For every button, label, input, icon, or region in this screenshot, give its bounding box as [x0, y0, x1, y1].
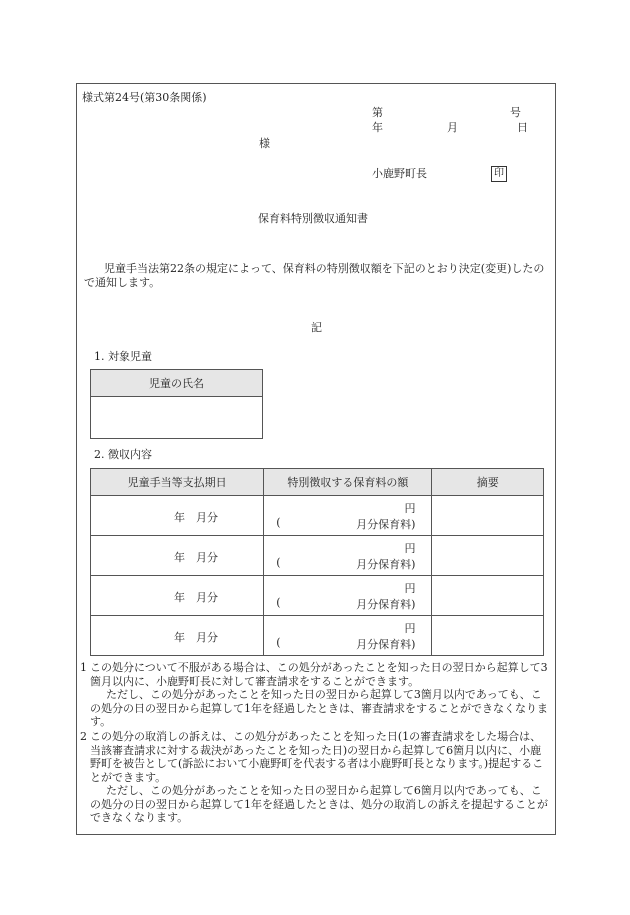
- row-yen: 円: [404, 622, 416, 635]
- document-title: 保育料特別徴収通知書: [258, 212, 368, 225]
- form-number: 様式第24号(第30条関係): [82, 91, 207, 104]
- note-2: [80, 730, 552, 825]
- ki-mark: 記: [311, 321, 322, 334]
- child-name-cell: [91, 397, 263, 439]
- row-month-note: 月分保育料): [356, 638, 416, 651]
- row-period: 年 月分: [174, 551, 218, 564]
- row-paren-open: (: [276, 596, 281, 609]
- row-month-note: 月分保育料): [356, 518, 416, 531]
- child-table: [90, 369, 263, 439]
- note-1: [80, 661, 552, 729]
- row-remarks: [432, 616, 544, 656]
- child-name-header: 児童の氏名: [91, 370, 263, 397]
- note-text: この処分の取消しの訴えは、この処分があったことを知った日(1の審査請求をした場合は、当該審査請求に対する裁決があったことを知った日)の翌日から起算して6箇月以内に、小鹿野町を被告として(訴訟において小鹿野町を代表する者は小鹿野町長となります。)提起することができます。: [90, 730, 544, 784]
- table-row: [91, 616, 544, 656]
- section2-heading: 2. 徴収内容: [94, 448, 152, 461]
- table-row: [91, 496, 544, 536]
- table-row: [91, 536, 544, 576]
- row-month-note: 月分保育料): [356, 598, 416, 611]
- row-paren-open: (: [276, 556, 281, 569]
- row-month-note: 月分保育料): [356, 558, 416, 571]
- day-label: 日: [517, 121, 528, 134]
- note-text: この処分について不服がある場合は、この処分があったことを知った日の翌日から起算して3箇月以内に、小鹿野町長に対して審査請求をすることができます。: [90, 661, 548, 688]
- note-number: 1: [80, 661, 87, 674]
- number-suffix: 号: [510, 106, 521, 119]
- note-number: 2: [80, 730, 87, 743]
- row-paren-open: (: [276, 516, 281, 529]
- row-period: 年 月分: [174, 591, 218, 604]
- row-yen: 円: [404, 502, 416, 515]
- row-remarks: [432, 576, 544, 616]
- row-period: 年 月分: [174, 511, 218, 524]
- row-paren-open: (: [276, 636, 281, 649]
- body-text: 児童手当法第22条の規定によって、保育料の特別徴収額を下記のとおり決定(変更)したので通知します。: [84, 262, 545, 289]
- month-label: 月: [447, 121, 458, 134]
- row-yen: 円: [404, 542, 416, 555]
- collection-table: [90, 468, 544, 656]
- addressee-suffix: 様: [259, 137, 270, 150]
- header-amount: 特別徴収する保育料の額: [264, 469, 432, 496]
- issuer: 小鹿野町長: [372, 167, 427, 180]
- header-remarks: 摘要: [432, 469, 544, 496]
- header-payment-date: 児童手当等支払期日: [91, 469, 264, 496]
- row-period: 年 月分: [174, 631, 218, 644]
- number-prefix: 第: [372, 106, 383, 119]
- row-remarks: [432, 496, 544, 536]
- year-label: 年: [372, 121, 383, 134]
- row-remarks: [432, 536, 544, 576]
- row-yen: 円: [404, 582, 416, 595]
- table-row: [91, 576, 544, 616]
- note-sub-text: ただし、この処分があったことを知った日の翌日から起算して3箇月以内であっても、この処分の日の翌日から起算して1年を経過したときは、審査請求をすることができなくなります。: [90, 688, 548, 728]
- section1-heading: 1. 対象児童: [94, 350, 152, 363]
- note-sub-text: ただし、この処分があったことを知った日の翌日から起算して6箇月以内であっても、この処分の日の翌日から起算して1年を経過したときは、処分の取消しの訴えを提起することができなくなります。: [90, 784, 548, 824]
- seal-mark: 印: [491, 166, 507, 182]
